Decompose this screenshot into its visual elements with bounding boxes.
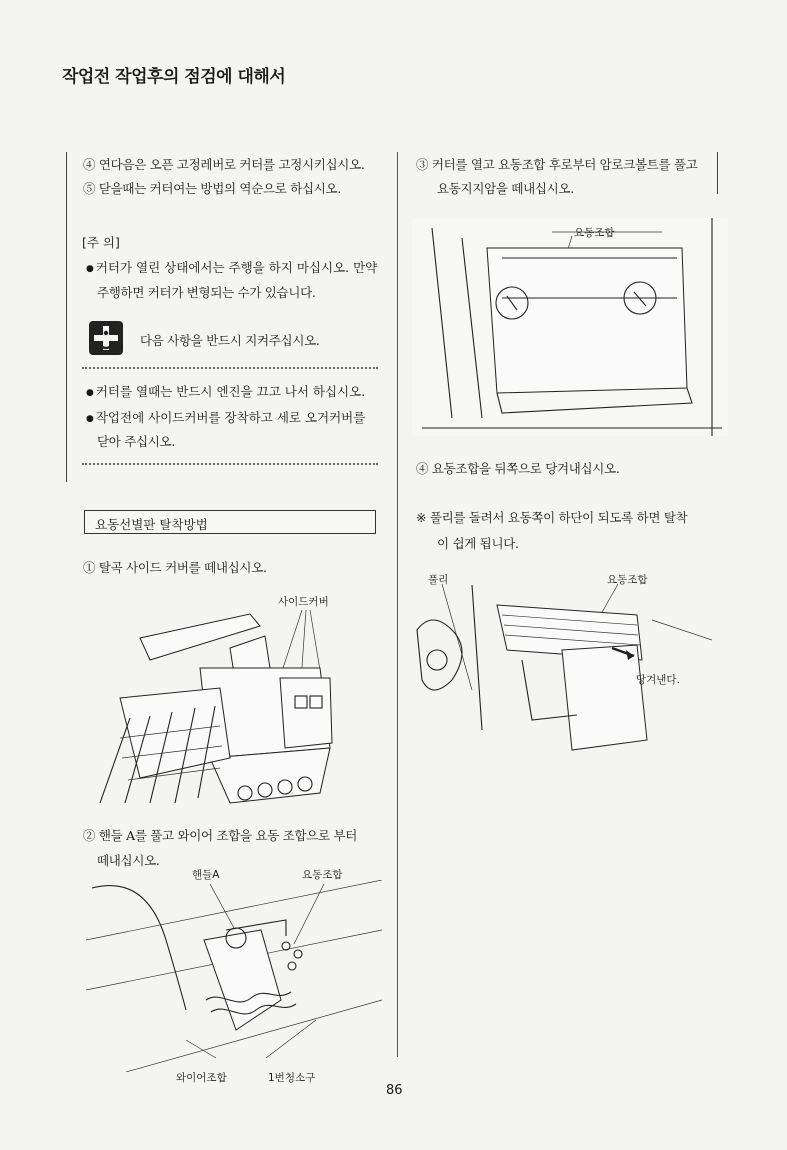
step-2-line-2: 떼내십시오. [97,853,160,868]
handle-a-label: 핸들A [192,869,220,881]
wire-assembly-label: 와이어조합 [176,1072,227,1084]
caution-line-2: 주행하면 커터가 변형되는 수가 있습니다. [97,285,316,300]
section-title: 요동선별판 탈착방법 [95,517,208,532]
step-1-text: ① 탈곡 사이드 커버를 떼내십시오. [83,560,267,575]
rule-2-line-1: ● 작업전에 사이드커버를 장착하고 세로 오거커버를 [86,410,365,427]
note-line-2: 이 쉽게 됩니다. [437,536,519,551]
side-cover-label: 사이드커버 [278,596,329,608]
column-divider [397,152,398,1057]
step-5-text: ⑤ 닫을때는 커터여는 방법의 역순으로 하십시오. [83,181,341,196]
left-margin-bar [66,152,67,482]
page-header-title: 작업전 작업후의 점검에 대해서 [62,67,286,87]
yodong-label-fig3: 요동조합 [574,227,615,239]
pull-out-label: 당겨낸다. [636,674,680,686]
warning-icon [88,320,124,356]
right-margin-bar [717,152,718,194]
wire-assembly-illustration [86,880,382,1072]
section-title-box [84,510,376,534]
step-2-line-1: ② 핸들 A를 풀고 와이어 조합을 요동 조합으로 부터 [83,828,358,843]
warning-top-rule [82,367,378,369]
warning-bottom-rule [82,463,378,465]
step-4-right-text: ④ 요동조합을 뒤쪽으로 당겨내십시오. [416,461,620,476]
caution-heading: [주 의] [82,235,120,250]
combine-harvester-illustration [80,608,380,818]
pulley-label: 풀리 [428,574,449,586]
warning-text: 다음 사항을 반드시 지켜주십시오. [140,333,320,348]
cleaning-port-label: 1번청소구 [268,1072,316,1084]
pull-out-illustration [412,570,712,770]
rule-1: ● 커터를 열때는 반드시 엔진을 끄고 나서 하십시오. [86,384,365,401]
step-3-line-2: 요동지지암을 떼내십시오. [437,181,574,196]
caution-line-1: ● 커터가 열린 상태에서는 주행을 하지 마십시오. 만약 [86,260,377,277]
note-line-1: ※ 풀리를 돌려서 요동쪽이 하단이 되도록 하면 탈착 [416,510,688,525]
rule-2-line-2: 닫아 주십시오. [97,434,175,449]
yodong-label-fig2: 요동조합 [302,869,343,881]
step-3-line-1: ③ 커터를 열고 요동조합 후로부터 암로크볼트를 풀고 [416,157,698,172]
step-4-text: ④ 연다음은 오픈 고정레버로 커터를 고정시키십시오. [83,157,365,172]
page-number: 86 [386,1083,403,1098]
yodong-label-fig4: 요동조합 [607,574,648,586]
yodong-assembly-illustration [412,218,728,436]
